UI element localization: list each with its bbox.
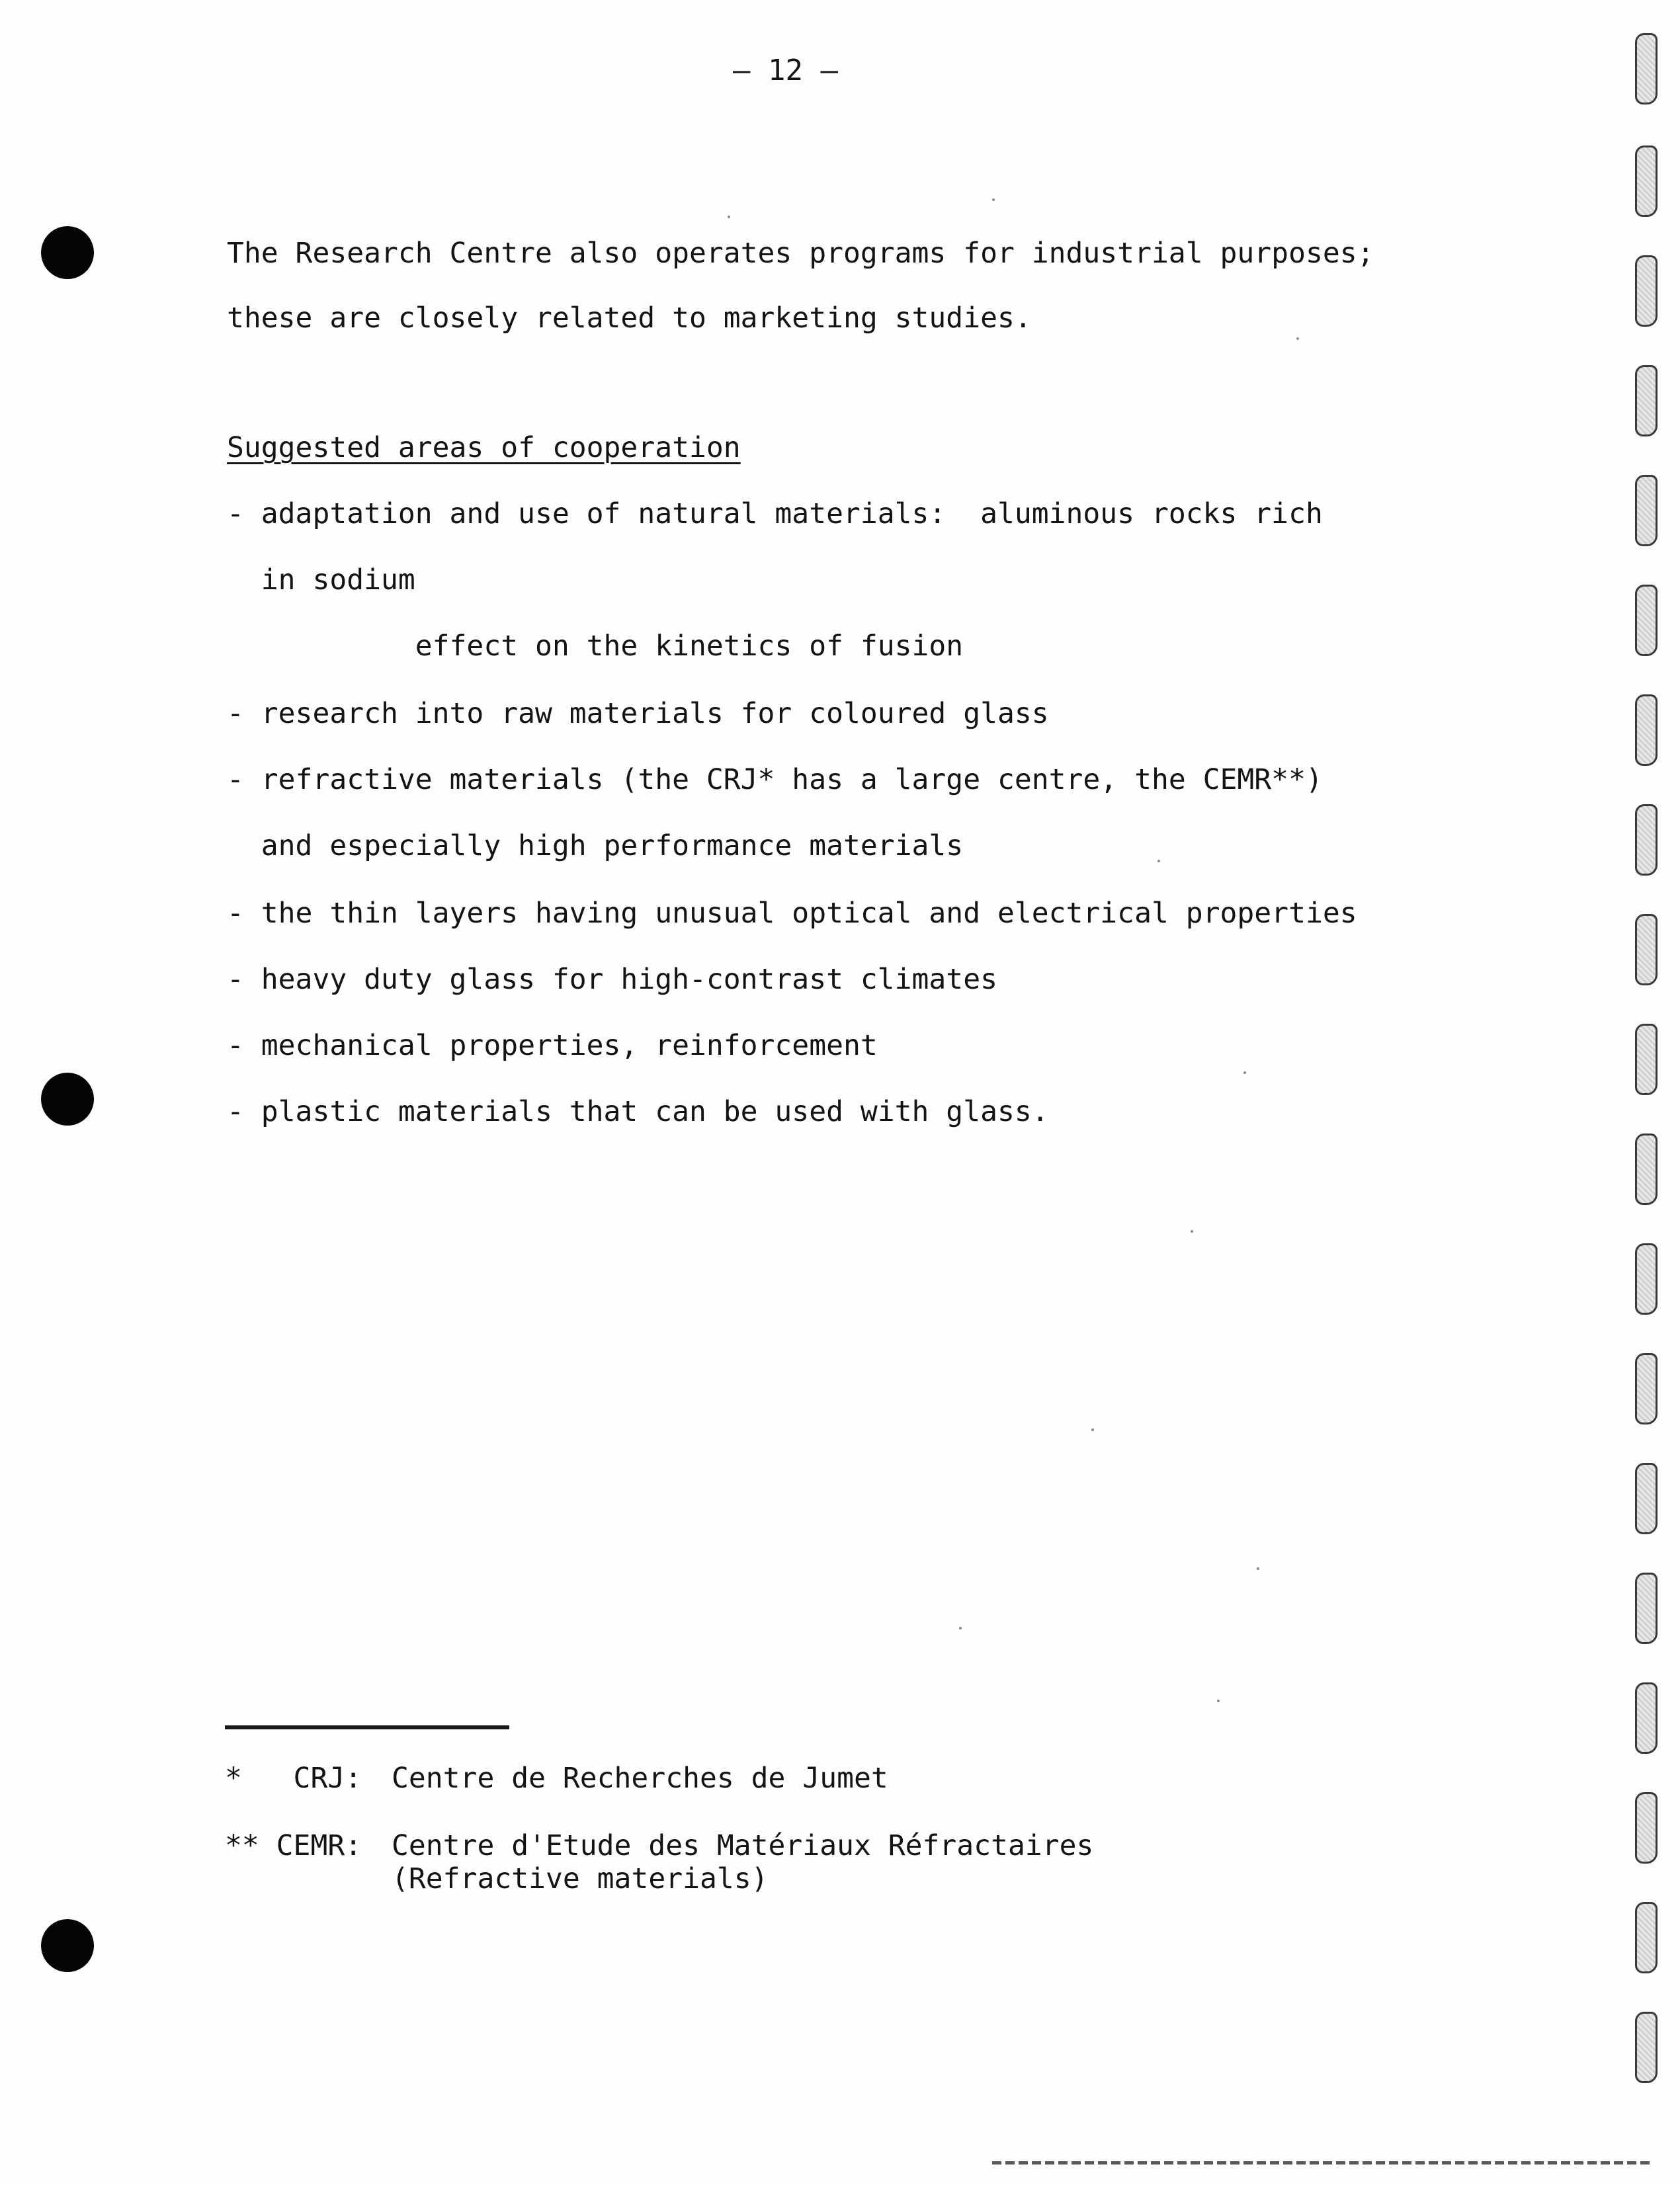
list-item: in sodium	[227, 563, 415, 597]
scan-speck	[1217, 1700, 1220, 1702]
footnote-text: Centre de Recherches de Jumet	[392, 1762, 888, 1795]
binding-hole-mark	[1635, 694, 1658, 766]
scan-speck	[1243, 1071, 1246, 1074]
binding-hole-mark	[1635, 1902, 1658, 1973]
list-item: - research into raw materials for coloured glass	[227, 697, 1049, 730]
binding-hole-mark	[1635, 804, 1658, 876]
punch-hole-middle	[41, 1073, 94, 1126]
footnote-text: Centre d'Etude des Matériaux Réfractaires	[392, 1829, 1094, 1862]
punch-hole-top	[41, 226, 94, 279]
footnote-marker: ** CEMR:	[225, 1829, 362, 1862]
binding-strip	[1635, 26, 1661, 2129]
footnote-separator	[225, 1725, 509, 1729]
footnote-text-continued: (Refractive materials)	[392, 1862, 769, 1895]
binding-hole-mark	[1635, 1353, 1658, 1424]
section-heading: Suggested areas of cooperation	[227, 431, 741, 464]
scan-speck	[728, 216, 730, 218]
binding-hole-mark	[1635, 475, 1658, 546]
binding-hole-mark	[1635, 1682, 1658, 1754]
scan-speck	[1091, 1428, 1094, 1431]
list-item: - heavy duty glass for high-contrast climates	[227, 963, 997, 996]
binding-hole-mark	[1635, 1134, 1658, 1205]
list-item: - the thin layers having unusual optical and electrical properties	[227, 897, 1357, 930]
binding-hole-mark	[1635, 1024, 1658, 1095]
list-item: - adaptation and use of natural materials: aluminous rocks rich	[227, 497, 1323, 530]
scan-speck	[1191, 1230, 1193, 1233]
page-number: – 12 –	[733, 54, 838, 87]
footnote-marker: * CRJ:	[225, 1762, 362, 1795]
punch-hole-bottom	[41, 1919, 94, 1972]
binding-hole-mark	[1635, 255, 1658, 327]
binding-hole-mark	[1635, 2012, 1658, 2083]
scan-speck	[1157, 860, 1160, 862]
list-item: and especially high performance materials	[227, 829, 964, 862]
binding-hole-mark	[1635, 914, 1658, 985]
binding-hole-mark	[1635, 33, 1658, 104]
list-item: - refractive materials (the CRJ* has a large centre, the CEMR**)	[227, 763, 1323, 796]
intro-line-2: these are closely related to marketing studies.	[227, 302, 1032, 335]
list-item: - plastic materials that can be used with glass.	[227, 1095, 1049, 1128]
list-item: - mechanical properties, reinforcement	[227, 1029, 878, 1062]
binding-hole-mark	[1635, 1792, 1658, 1864]
binding-hole-mark	[1635, 1243, 1658, 1315]
scan-speck	[992, 198, 995, 201]
binding-hole-mark	[1635, 145, 1658, 217]
binding-hole-mark	[1635, 365, 1658, 436]
scan-speck	[959, 1627, 962, 1629]
binding-hole-mark	[1635, 1463, 1658, 1534]
scan-speck	[1296, 337, 1299, 340]
list-item: effect on the kinetics of fusion	[227, 630, 964, 663]
binding-hole-mark	[1635, 1573, 1658, 1644]
scan-speck	[1257, 1567, 1259, 1570]
binding-hole-mark	[1635, 585, 1658, 656]
scan-edge-artifact	[992, 2161, 1654, 2164]
intro-line-1: The Research Centre also operates programs for industrial purposes;	[227, 237, 1374, 270]
